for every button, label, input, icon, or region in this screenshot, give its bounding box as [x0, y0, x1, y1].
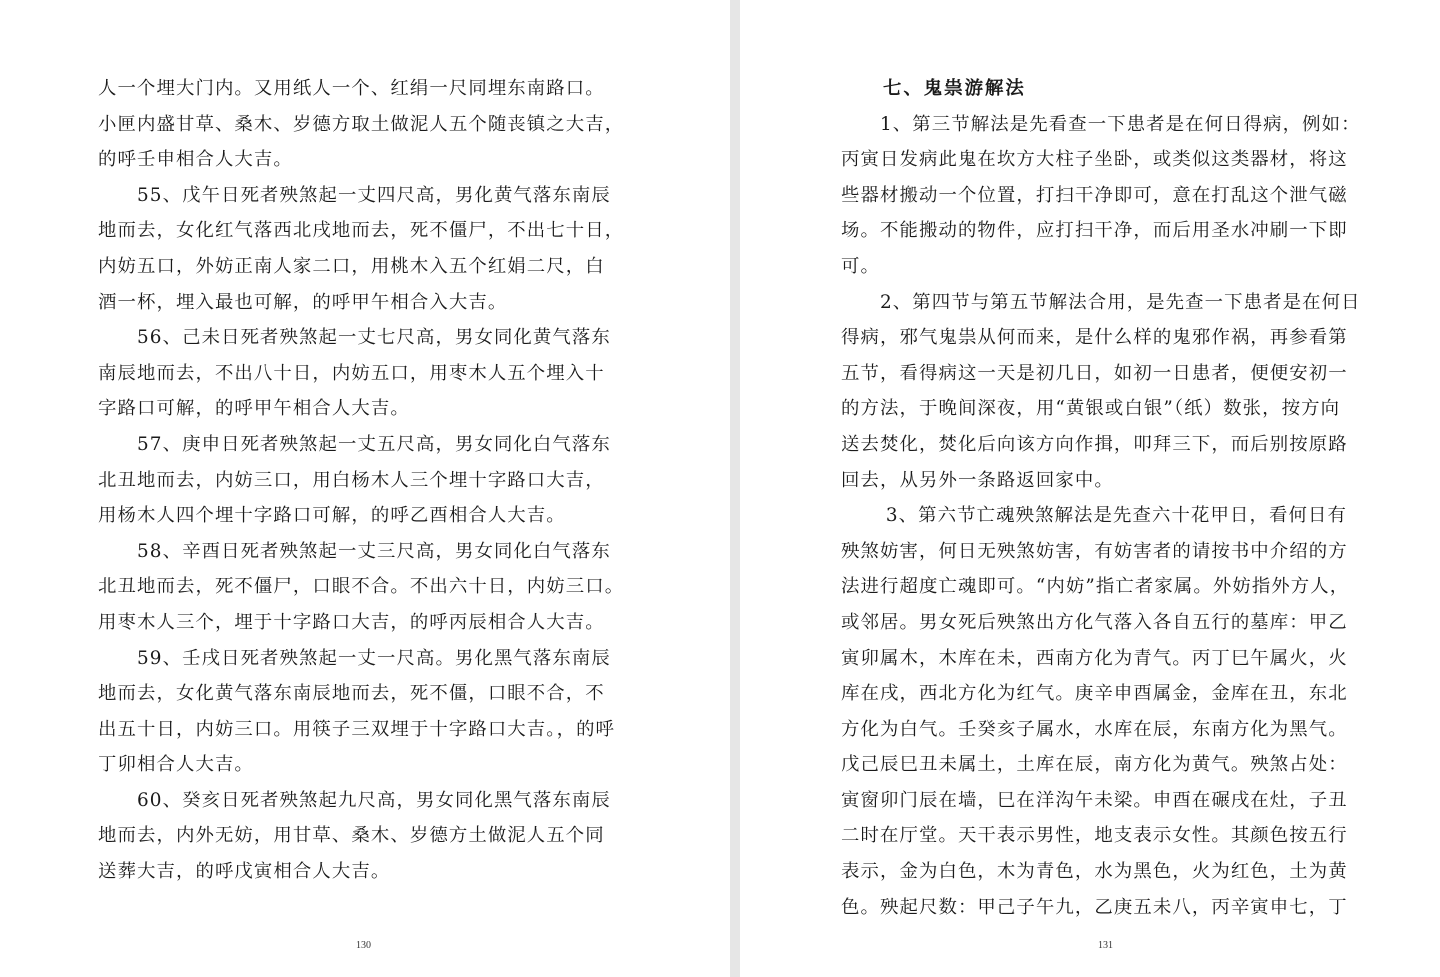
text-line: 丁卯相合人大吉。: [98, 754, 254, 776]
text-line: 内妨五口，外妨正南人家二口，用桃木入五个红娟二尺，白: [98, 255, 605, 277]
text-line: 场。不能搬动的物件，应打扫干净，而后用圣水冲刷一下即: [841, 220, 1348, 242]
text-line: 字路口可解，的呼甲午相合人大吉。: [98, 398, 410, 420]
text-line: 59、壬戌日死者殃煞起一丈一尺高。男化黑气落东南辰: [137, 647, 611, 669]
text-line: 五节，看得病这一天是初几日，如初一日患者，便便安初一: [841, 362, 1348, 384]
text-line: 送去焚化，焚化后向该方向作揖，叩拜三下，而后别按原路: [841, 433, 1348, 455]
text-line: 60、癸亥日死者殃煞起九尺高，男女同化黑气落东南辰: [137, 789, 611, 811]
text-line: 2、第四节与第五节解法合用，是先查一下患者是在何日: [880, 291, 1361, 313]
text-line: 寅卯属木，木库在未，西南方化为青气。丙丁巳午属火，火: [841, 647, 1348, 669]
left-page-text: [98, 71, 638, 890]
page-number: 131: [1098, 940, 1113, 951]
text-line: 酒一杯，埋入最也可解，的呼甲午相合入大吉。: [98, 291, 508, 313]
text-line: 55、戊午日死者殃煞起一丈四尺高，男化黄气落东南辰: [137, 184, 611, 206]
text-line: 色。殃起尺数：甲己子午九，乙庚五未八，丙辛寅申七，丁: [841, 896, 1348, 918]
text-line: 得病，邪气鬼祟从何而来，是什么样的鬼邪作祸，再参看第: [841, 327, 1348, 349]
text-line: 58、辛酉日死者殃煞起一丈三尺高，男女同化白气落东: [137, 540, 611, 562]
text-line: 南辰地而去，不出八十日，内妨五口，用枣木人五个埋入十: [98, 362, 605, 384]
text-line: 二时在厅堂。天干表示男性，地支表示女性。其颜色按五行: [841, 825, 1348, 847]
text-line: 回去，从另外一条路返回家中。: [841, 469, 1114, 491]
text-line: 用杨木人四个埋十字路口可解，的呼乙酉相合人大吉。: [98, 505, 566, 527]
text-line: 可。: [841, 255, 880, 277]
text-line: 表示，金为白色，木为青色，水为黑色，火为红色，土为黄: [841, 861, 1348, 883]
text-line: 1、第三节解法是先看查一下患者是在何日得病，例如：: [880, 113, 1361, 135]
text-line: 北丑地而去，内妨三口，用白杨木人三个埋十字路口大吉，: [98, 469, 605, 491]
text-line: 用枣木人三个，埋于十字路口大吉，的呼丙辰相合人大吉。: [98, 611, 605, 633]
text-line: 寅窗卯门辰在墙，巳在洋沟午未梁。申酉在碾戌在灶，子丑: [841, 789, 1348, 811]
right-page-text: [841, 71, 1381, 925]
text-line: 小匣内盛甘草、桑木、岁德方取土做泥人五个随丧镇之大吉，: [98, 113, 625, 135]
text-line: 丙寅日发病此鬼在坎方大柱子坐卧，或类似这类器材，将这: [841, 149, 1348, 171]
text-line: 地而去，内外无妨，用甘草、桑木、岁德方土做泥人五个同: [98, 825, 605, 847]
text-line: 北丑地而去，死不僵尸，口眼不合。不出六十日，内妨三口。: [98, 576, 625, 598]
text-line: 殃煞妨害，何日无殃煞妨害，有妨害者的请按书中介绍的方: [841, 540, 1348, 562]
text-line: 57、庚申日死者殃煞起一丈五尺高，男女同化白气落东: [137, 433, 611, 455]
text-line: 或邻居。男女死后殃煞出方化气落入各自五行的墓库：甲乙: [841, 611, 1348, 633]
text-line: 法进行超度亡魂即可。“内妨”指亡者家属。外妨指外方人，: [841, 576, 1350, 598]
page-right: [740, 0, 1440, 977]
text-line: 的呼壬申相合人大吉。: [98, 149, 293, 171]
section-heading: 七、鬼祟游解法: [883, 78, 1026, 99]
page-number: 130: [356, 940, 371, 951]
text-line: 3、第六节亡魂殃煞解法是先查六十花甲日，看何日有: [885, 505, 1347, 527]
text-line: 56、己未日死者殃煞起一丈七尺高，男女同化黄气落东: [137, 327, 611, 349]
text-line: 出五十日，内妨三口。用筷子三双埋于十字路口大吉。，的呼: [98, 718, 616, 740]
text-line: 戊己辰巳丑未属土，土库在辰，南方化为黄气。殃煞占处：: [841, 754, 1348, 776]
text-line: 送葬大吉，的呼戊寅相合人大吉。: [98, 861, 391, 883]
text-line: 地而去，女化红气落西北戌地而去，死不僵尸，不出七十日，: [98, 220, 625, 242]
text-line: 方化为白气。壬癸亥子属水，水库在辰，东南方化为黑气。: [841, 718, 1348, 740]
text-line: 地而去，女化黄气落东南辰地而去，死不僵，口眼不合，不: [98, 683, 605, 705]
text-line: 的方法，于晚间深夜，用“黄银或白银”（纸）数张，按方向: [841, 398, 1341, 420]
text-line: 些器材搬动一个位置，打扫干净即可，意在打乱这个泄气磁: [841, 184, 1348, 206]
text-line: 库在戌，西北方化为红气。庚辛申酉属金，金库在丑，东北: [841, 683, 1348, 705]
text-line: 人一个埋大门内。又用纸人一个、红绢一尺同埋东南路口。: [98, 78, 605, 99]
